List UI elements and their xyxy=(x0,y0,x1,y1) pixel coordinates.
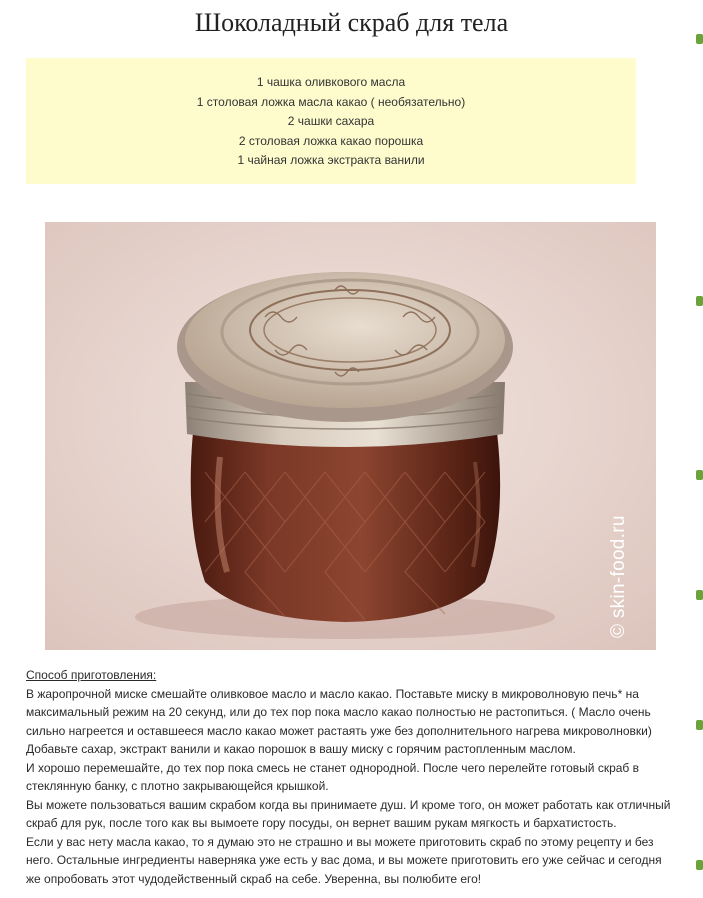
edge-marker xyxy=(696,590,703,600)
ingredient-item: 1 чайная ложка экстракта ванили xyxy=(237,153,425,167)
edge-marker xyxy=(696,296,703,306)
page-edge-decoration xyxy=(692,0,703,898)
method-paragraph: Добавьте сахар, экстракт ванили и какао порошок в вашу миску с горячим растопленным маслом. xyxy=(26,742,576,756)
page-title: Шоколадный скраб для тела xyxy=(194,8,509,37)
ingredients-box xyxy=(26,58,636,184)
method-paragraph: Вы можете пользоваться вашим скрабом когда вы принимаете душ. И кроме того, он может работать как отличный скраб для рук, после того как вы вымоете гору посуды, он вернет вашим рукам мягкость и бархатистость. xyxy=(26,797,671,830)
scrub-jar-photo xyxy=(45,222,656,650)
ingredient-item: 1 чашка оливкового масла xyxy=(256,75,406,89)
edge-marker xyxy=(696,720,703,730)
ingredient-item: 2 чашки сахара xyxy=(287,114,375,128)
photo-watermark: © skin-food.ru xyxy=(608,515,629,638)
jar-illustration xyxy=(45,222,656,650)
ingredient-item: 2 столовая ложка какао порошка xyxy=(238,133,424,148)
method-section xyxy=(26,666,676,888)
edge-marker xyxy=(696,470,703,480)
method-paragraph: Если у вас нету масла какао, то я думаю это не страшно и вы можете приготовить скраб по этому рецепту и без него. Остальные ингредиенты наверняка уже есть у вас дома, и вы можете приготовить его уже сейчас и сегодня же опробовать этот чудодейственный скраб на себе. Уверенна, вы полюбите его! xyxy=(26,834,662,886)
edge-marker xyxy=(696,34,703,44)
ingredient-item: 1 столовая ложка масла какао ( необязательно) xyxy=(196,94,466,109)
method-paragraph: И хорошо перемешайте, до тех пор пока смесь не станет однородной. После чего перелейте готовый скраб в стеклянную банку, с плотно закрывающейся крышкой. xyxy=(26,760,640,793)
edge-marker xyxy=(696,860,703,870)
method-paragraph: В жаропрочной миске смешайте оливковое масло и масло какао. Поставьте миску в микроволновую печь* на максимальный режим на 20 секунд, или до тех пор пока масло какао полностью не растопиться. ( Масло очень сильно нагреется и оставшееся масло какао может растаять уже без дополнительного нагрева микроволновки) xyxy=(26,686,652,738)
method-heading: Способ приготовления: xyxy=(26,668,157,682)
